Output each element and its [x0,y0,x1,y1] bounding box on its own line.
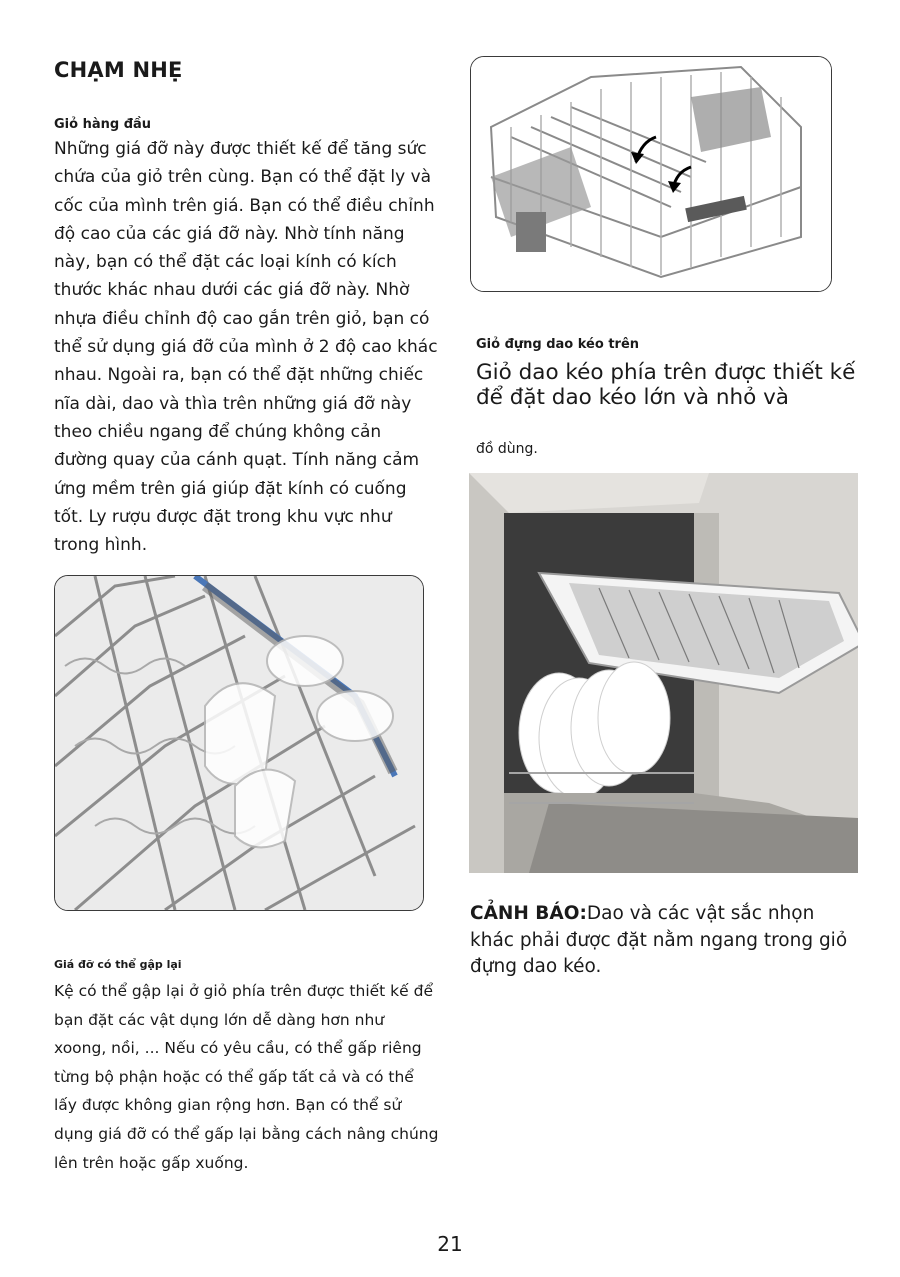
upper-basket-illustration [470,56,832,292]
warning-label: CẢNH BÁO: [470,903,587,924]
cutlery-basket-text-small: đồ dùng. [476,441,538,457]
glass-rack-illustration [54,575,424,911]
warning-text: Dao và các vật sắc nhọn khác phải được đặt nằm ngang trong giỏ đựng dao kéo. [470,903,848,977]
warning-note [470,901,850,981]
dishwasher-photo [469,473,858,873]
top-basket-text: Những giá đỡ này được thiết kế để tăng sức chứa của giỏ trên cùng. Bạn có thể đặt ly và cốc của mình trên giá. Bạn có thể điều chỉnh độ cao của các giá đỡ này. Nhờ tính năng này, bạn có thể đặt các loại kính có kích thước khác nhau dưới các giá đỡ này. Nhờ nhựa điều chỉnh độ cao gắn trên giỏ, bạn có thể sử dụng giá đỡ của mình ở 2 độ cao khác nhau. Ngoài ra, bạn có thể đặt những chiếc nĩa dài, dao và thìa trên những giá đỡ này theo chiều ngang để chúng không cản đường quay của cánh quạt. Tính năng cảm ứng mềm trên giá giúp đặt kính có cuống tốt. Ly rượu được đặt trong khu vực như trong hình. [54,139,438,556]
page-title: CHẠM NHẸ [54,58,183,82]
foldable-rack-heading: Giá đỡ có thể gập lại [54,958,182,971]
cutlery-basket-heading: Giỏ đựng dao kéo trên [476,337,640,352]
foldable-rack-text: Kệ có thể gập lại ở giỏ phía trên được thiết kế để bạn đặt các vật dụng lớn dễ dàng hơn như xoong, nồi, ... Nếu có yêu cầu, có thể gấp riêng từng bộ phận hoặc có thể gấp tất cả và có thể lấy được không gian rộng hơn. Bạn có thể sử dụng giá đỡ có thể gấp lại bằng cách nâng chúng lên trên hoặc gấp xuống. [54,982,439,1172]
page-number: 21 [437,1232,463,1256]
cutlery-basket-text-large: Giỏ dao kéo phía trên được thiết kế để đặt dao kéo lớn và nhỏ và [476,360,856,410]
foldable-rack-section [54,958,439,1177]
top-basket-section [54,117,439,559]
top-basket-heading: Giỏ hàng đầu [54,117,152,132]
